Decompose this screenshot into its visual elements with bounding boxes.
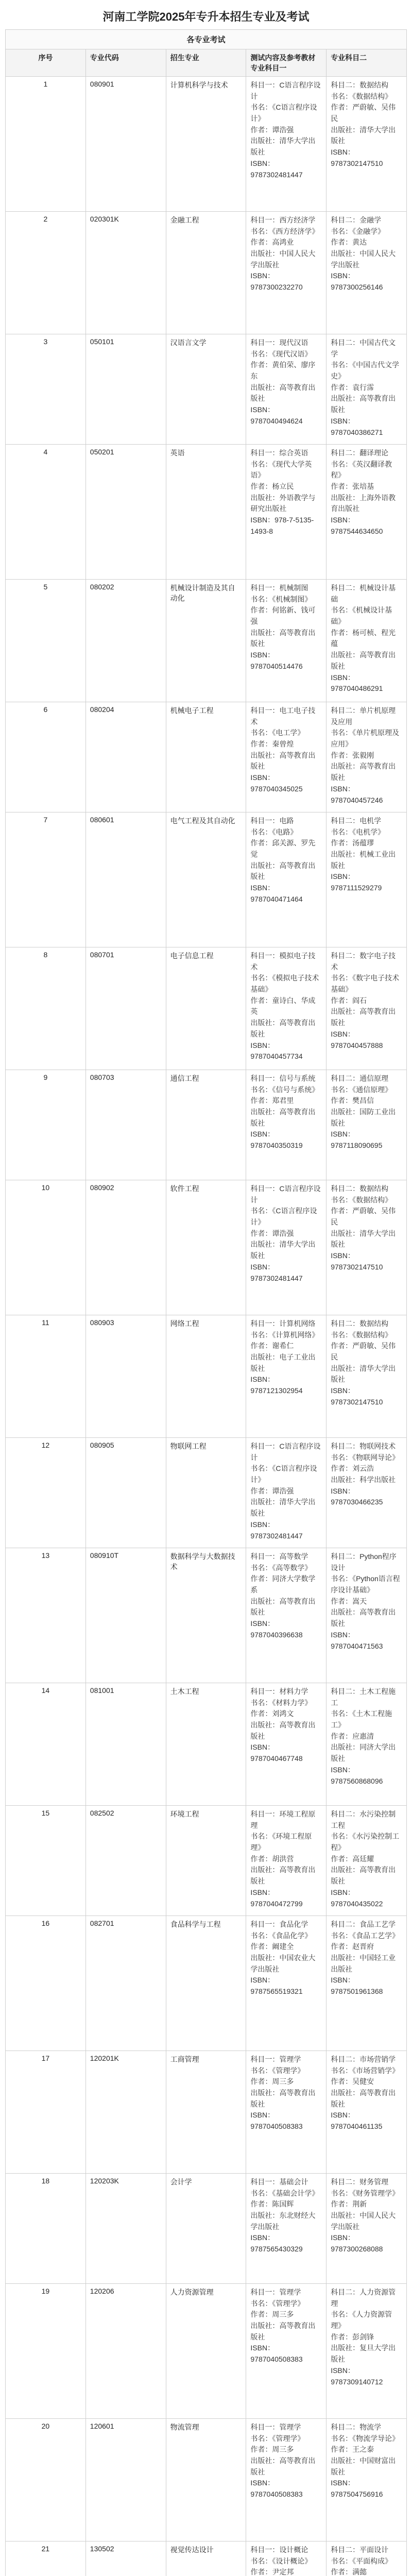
cell-code: 081001 [85, 1683, 166, 1806]
cell-idx: 13 [6, 1548, 86, 1683]
cell-subject-1: 科目一：环境工程原理 书名：《环境工程原理》 作者：胡洪营 出版社：高等教育出版社 ISBN：9787040472799 [246, 1806, 327, 1916]
cell-idx: 19 [6, 2284, 86, 2419]
cell-subject-1: 科目一：模拟电子技术 书名：《模拟电子技术基础》 作者：童诗白、华成英 出版社：高等教育出版社 ISBN：9787040457734 [246, 947, 327, 1070]
cell-subject-2: 科目二：翻译理论 书名：《英汉翻译教程》 作者：张培基 出版社：上海外语教育出版社 ISBN：9787544634650 [327, 445, 407, 580]
cell-subject-1: 科目一：基础会计 书名：《基础会计学》 作者：陈国辉 出版社：东北财经大学出版社 ISBN：9787565430329 [246, 2174, 327, 2284]
cell-code: 080202 [85, 580, 166, 702]
cell-subject-2: 科目二：Python程序设计 书名：《Python语言程序设计基础》 作者：嵩天 出版社：高等教育出版社 ISBN：9787040471563 [327, 1548, 407, 1683]
cell-subject-2: 科目二：食品工艺学 书名：《食品工艺学》 作者：赵晋府 出版社：中国轻工业出版社 ISBN：9787501961368 [327, 1916, 407, 2051]
cell-major: 金融工程 [166, 212, 246, 334]
cell-subject-1: 科目一：设计概论 书名：《设计概论》 作者：尹定邦 [246, 2541, 327, 2576]
cell-idx: 16 [6, 1916, 86, 2051]
cell-idx: 18 [6, 2174, 86, 2284]
cell-major: 机械设计制造及其自动化 [166, 580, 246, 702]
cell-major: 视觉传达设计 [166, 2541, 246, 2576]
table-row [6, 812, 407, 947]
cell-code: 120206 [85, 2284, 166, 2419]
cell-code: 080703 [85, 1070, 166, 1180]
cell-code: 130502 [85, 2541, 166, 2576]
table-row [6, 947, 407, 1070]
table-body [6, 77, 407, 2576]
cell-idx: 15 [6, 1806, 86, 1916]
cell-subject-2: 科目二：通信原理 书名：《通信原理》 作者：樊昌信 出版社：国防工业出版社 ISBN：9787118090695 [327, 1070, 407, 1180]
cell-subject-1: 科目一：机械制图 书名：《机械制图》 作者：何铭新、钱可强 出版社：高等教育出版社 ISBN：9787040514476 [246, 580, 327, 702]
cell-idx: 20 [6, 2419, 86, 2541]
cell-major: 英语 [166, 445, 246, 580]
table-row [6, 1438, 407, 1548]
cell-subject-2: 科目二：物流学 书名：《物流学导论》 作者：王之泰 出版社：中国财富出版社 ISBN：9787504756916 [327, 2419, 407, 2541]
table-row [6, 445, 407, 580]
cell-idx: 3 [6, 334, 86, 445]
cell-idx: 21 [6, 2541, 86, 2576]
cell-subject-2: 科目二：机械设计基础 书名：《机械设计基础》 作者：杨可桢、程光蕴 出版社：高等教育出版社 ISBN：9787040486291 [327, 580, 407, 702]
cell-major: 物联网工程 [166, 1438, 246, 1548]
table-row [6, 1070, 407, 1180]
table-row [6, 1916, 407, 2051]
cell-subject-2: 科目二：金融学 书名：《金融学》 作者：黄达 出版社：中国人民大学出版社 ISBN：9787300256146 [327, 212, 407, 334]
cell-major: 工商管理 [166, 2051, 246, 2174]
cell-major: 计算机科学与技术 [166, 77, 246, 212]
cell-code: 120203K [85, 2174, 166, 2284]
cell-code: 080901 [85, 77, 166, 212]
cell-code: 082701 [85, 1916, 166, 2051]
cell-subject-2: 科目二：数据结构 书名：《数据结构》 作者：严蔚敏、吴伟民 出版社：清华大学出版社 ISBN：9787302147510 [327, 1180, 407, 1315]
cell-idx: 8 [6, 947, 86, 1070]
table-row [6, 2174, 407, 2284]
cell-subject-2: 科目二：数字电子技术 书名：《数字电子技术基础》 作者：阎石 出版社：高等教育出版社 ISBN：9787040457888 [327, 947, 407, 1070]
header-major: 招生专业 [166, 49, 246, 77]
cell-subject-2: 科目二：数据结构 书名：《数据结构》 作者：严蔚敏、吴伟民 出版社：清华大学出版社 ISBN：9787302147510 [327, 1315, 407, 1438]
header-idx: 序号 [6, 49, 86, 77]
cell-subject-2: 科目二：人力资源管理 书名：《人力资源管理》 作者：彭剑锋 出版社：复旦大学出版社 ISBN：9787309140712 [327, 2284, 407, 2419]
header-sub2: 专业科目二 [327, 49, 407, 77]
cell-subject-1: 科目一：电路 书名：《电路》 作者：邱关源、罗先觉 出版社：高等教育出版社 ISBN：9787040471464 [246, 812, 327, 947]
cell-major: 数据科学与大数据技术 [166, 1548, 246, 1683]
cell-subject-1: 科目一：管理学 书名：《管理学》 作者：周三多 出版社：高等教育出版社 ISBN：9787040508383 [246, 2419, 327, 2541]
cell-subject-2: 科目二：平面设计 书名：《平面构成》 作者：满懿 [327, 2541, 407, 2576]
cell-subject-1: 科目一：信号与系统 书名：《信号与系统》 作者：郑君里 出版社：高等教育出版社 ISBN：9787040350319 [246, 1070, 327, 1180]
cell-subject-1: 科目一：材料力学 书名：《材料力学》 作者：刘鸿文 出版社：高等教育出版社 ISBN：9787040467748 [246, 1683, 327, 1806]
cell-idx: 12 [6, 1438, 86, 1548]
cell-subject-2: 科目二：物联网技术 书名：《物联网导论》 作者：刘云浩 出版社：科学出版社 ISBN：9787030466235 [327, 1438, 407, 1548]
cell-subject-1: 科目一：管理学 书名：《管理学》 作者：周三多 出版社：高等教育出版社 ISBN：9787040508383 [246, 2051, 327, 2174]
cell-idx: 5 [6, 580, 86, 702]
table-row [6, 2541, 407, 2576]
table-row [6, 1180, 407, 1315]
cell-code: 080905 [85, 1438, 166, 1548]
cell-major: 人力资源管理 [166, 2284, 246, 2419]
cell-subject-2: 科目二：市场营销学 书名：《市场营销学》 作者：吴健安 出版社：高等教育出版社 ISBN：9787040461135 [327, 2051, 407, 2174]
cell-major: 软件工程 [166, 1180, 246, 1315]
cell-subject-1: 科目一：食品化学 书名：《食品化学》 作者：阚建全 出版社：中国农业大学出版社 ISBN：9787565519321 [246, 1916, 327, 2051]
cell-code: 050201 [85, 445, 166, 580]
cell-subject-1: 科目一：高等数学 书名：《高等数学》 作者：同济大学数学系 出版社：高等教育出版社 ISBN：9787040396638 [246, 1548, 327, 1683]
cell-code: 080204 [85, 702, 166, 812]
cell-subject-1: 科目一：C语言程序设计 书名：《C语言程序设计》 作者：谭浩强 出版社：清华大学出版社 ISBN：9787302481447 [246, 1180, 327, 1315]
cell-major: 环境工程 [166, 1806, 246, 1916]
cell-subject-2: 科目二：中国古代文学 书名：《中国古代文学史》 作者：袁行霈 出版社：高等教育出版社 ISBN：9787040386271 [327, 334, 407, 445]
table-row [6, 334, 407, 445]
table-row [6, 702, 407, 812]
cell-major: 土木工程 [166, 1683, 246, 1806]
cell-code: 080701 [85, 947, 166, 1070]
cell-subject-2: 科目二：土木工程施工 书名：《土木工程施工》 作者：应惠清 出版社：同济大学出版社 ISBN：9787560868096 [327, 1683, 407, 1806]
page-title: 河南工学院2025年专升本招生专业及考试 [102, 10, 310, 23]
cell-major: 机械电子工程 [166, 702, 246, 812]
cell-idx: 11 [6, 1315, 86, 1438]
table-row [6, 1548, 407, 1683]
table-row [6, 1806, 407, 1916]
cell-code: 080903 [85, 1315, 166, 1438]
table-row [6, 580, 407, 702]
cell-subject-2: 科目二：水污染控制工程 书名：《水污染控制工程》 作者：高廷耀 出版社：高等教育出版社 ISBN：9787040435022 [327, 1806, 407, 1916]
cell-major: 电气工程及其自动化 [166, 812, 246, 947]
cell-subject-1: 科目一：C语言程序设计 书名：《C语言程序设计》 作者：谭浩强 出版社：清华大学出版社 ISBN：9787302481447 [246, 1438, 327, 1548]
table-row [6, 2051, 407, 2174]
cell-idx: 1 [6, 77, 86, 212]
cell-major: 物流管理 [166, 2419, 246, 2541]
cell-subject-1: 科目一：计算机网络 书名：《计算机网络》 作者：谢希仁 出版社：电子工业出版社 ISBN：9787121302954 [246, 1315, 327, 1438]
table-row [6, 2284, 407, 2419]
cell-idx: 9 [6, 1070, 86, 1180]
table-subtitle: 各专业考试 [6, 30, 407, 49]
cell-code: 080902 [85, 1180, 166, 1315]
cell-code: 080601 [85, 812, 166, 947]
cell-major: 食品科学与工程 [166, 1916, 246, 2051]
table-row [6, 1315, 407, 1438]
table-row [6, 2419, 407, 2541]
cell-subject-1: 科目一：现代汉语 书名：《现代汉语》 作者：黄伯荣、廖序东 出版社：高等教育出版社 ISBN：9787040494624 [246, 334, 327, 445]
cell-code: 082502 [85, 1806, 166, 1916]
cell-subject-1: 科目一：综合英语 书名：《现代大学英语》 作者：杨立民 出版社：外语教学与研究出版社 ISBN：978-7-5135-1493-8 [246, 445, 327, 580]
cell-code: 050101 [85, 334, 166, 445]
table-row [6, 1683, 407, 1806]
cell-idx: 6 [6, 702, 86, 812]
header-code: 专业代码 [85, 49, 166, 77]
cell-code: 120601 [85, 2419, 166, 2541]
cell-subject-1: 科目一：电工电子技术 书名：《电工学》 作者：秦曾煌 出版社：高等教育出版社 ISBN：9787040345025 [246, 702, 327, 812]
cell-idx: 7 [6, 812, 86, 947]
cell-idx: 17 [6, 2051, 86, 2174]
cell-subject-2: 科目二：电机学 书名：《电机学》 作者：汤蕴璆 出版社：机械工业出版社 ISBN：9787111529279 [327, 812, 407, 947]
cell-major: 通信工程 [166, 1070, 246, 1180]
cell-major: 电子信息工程 [166, 947, 246, 1070]
cell-idx: 2 [6, 212, 86, 334]
cell-code: 120201K [85, 2051, 166, 2174]
cell-subject-1: 科目一：C语言程序设计 书名：《C语言程序设计》 作者：谭浩强 出版社：清华大学出版社 ISBN：9787302481447 [246, 77, 327, 212]
cell-subject-2: 科目二：单片机原理及应用 书名：《单片机原理及应用》 作者：张毅刚 出版社：高等教育出版社 ISBN：9787040457246 [327, 702, 407, 812]
table-row [6, 77, 407, 212]
cell-code: 020301K [85, 212, 166, 334]
cell-subject-2: 科目二：数据结构 书名：《数据结构》 作者：严蔚敏、吴伟民 出版社：清华大学出版社 ISBN：9787302147510 [327, 77, 407, 212]
cell-subject-1: 科目一：管理学 书名：《管理学》 作者：周三多 出版社：高等教育出版社 ISBN：9787040508383 [246, 2284, 327, 2419]
cell-code: 080910T [85, 1548, 166, 1683]
cell-idx: 4 [6, 445, 86, 580]
table-row [6, 212, 407, 334]
cell-major: 会计学 [166, 2174, 246, 2284]
cell-subject-1: 科目一：西方经济学 书名：《西方经济学》 作者：高鸿业 出版社：中国人民大学出版社 ISBN：9787300232270 [246, 212, 327, 334]
cell-subject-2: 科目二：财务管理 书名：《财务管理学》 作者：荆新 出版社：中国人民大学出版社 ISBN：9787300268088 [327, 2174, 407, 2284]
header-sub1: 测试内容及参考教材 专业科目一 [246, 49, 327, 77]
cell-major: 汉语言文学 [166, 334, 246, 445]
table-wrapper [0, 29, 412, 2576]
cell-idx: 10 [6, 1180, 86, 1315]
exam-table [5, 29, 407, 2576]
cell-major: 网络工程 [166, 1315, 246, 1438]
cell-idx: 14 [6, 1683, 86, 1806]
